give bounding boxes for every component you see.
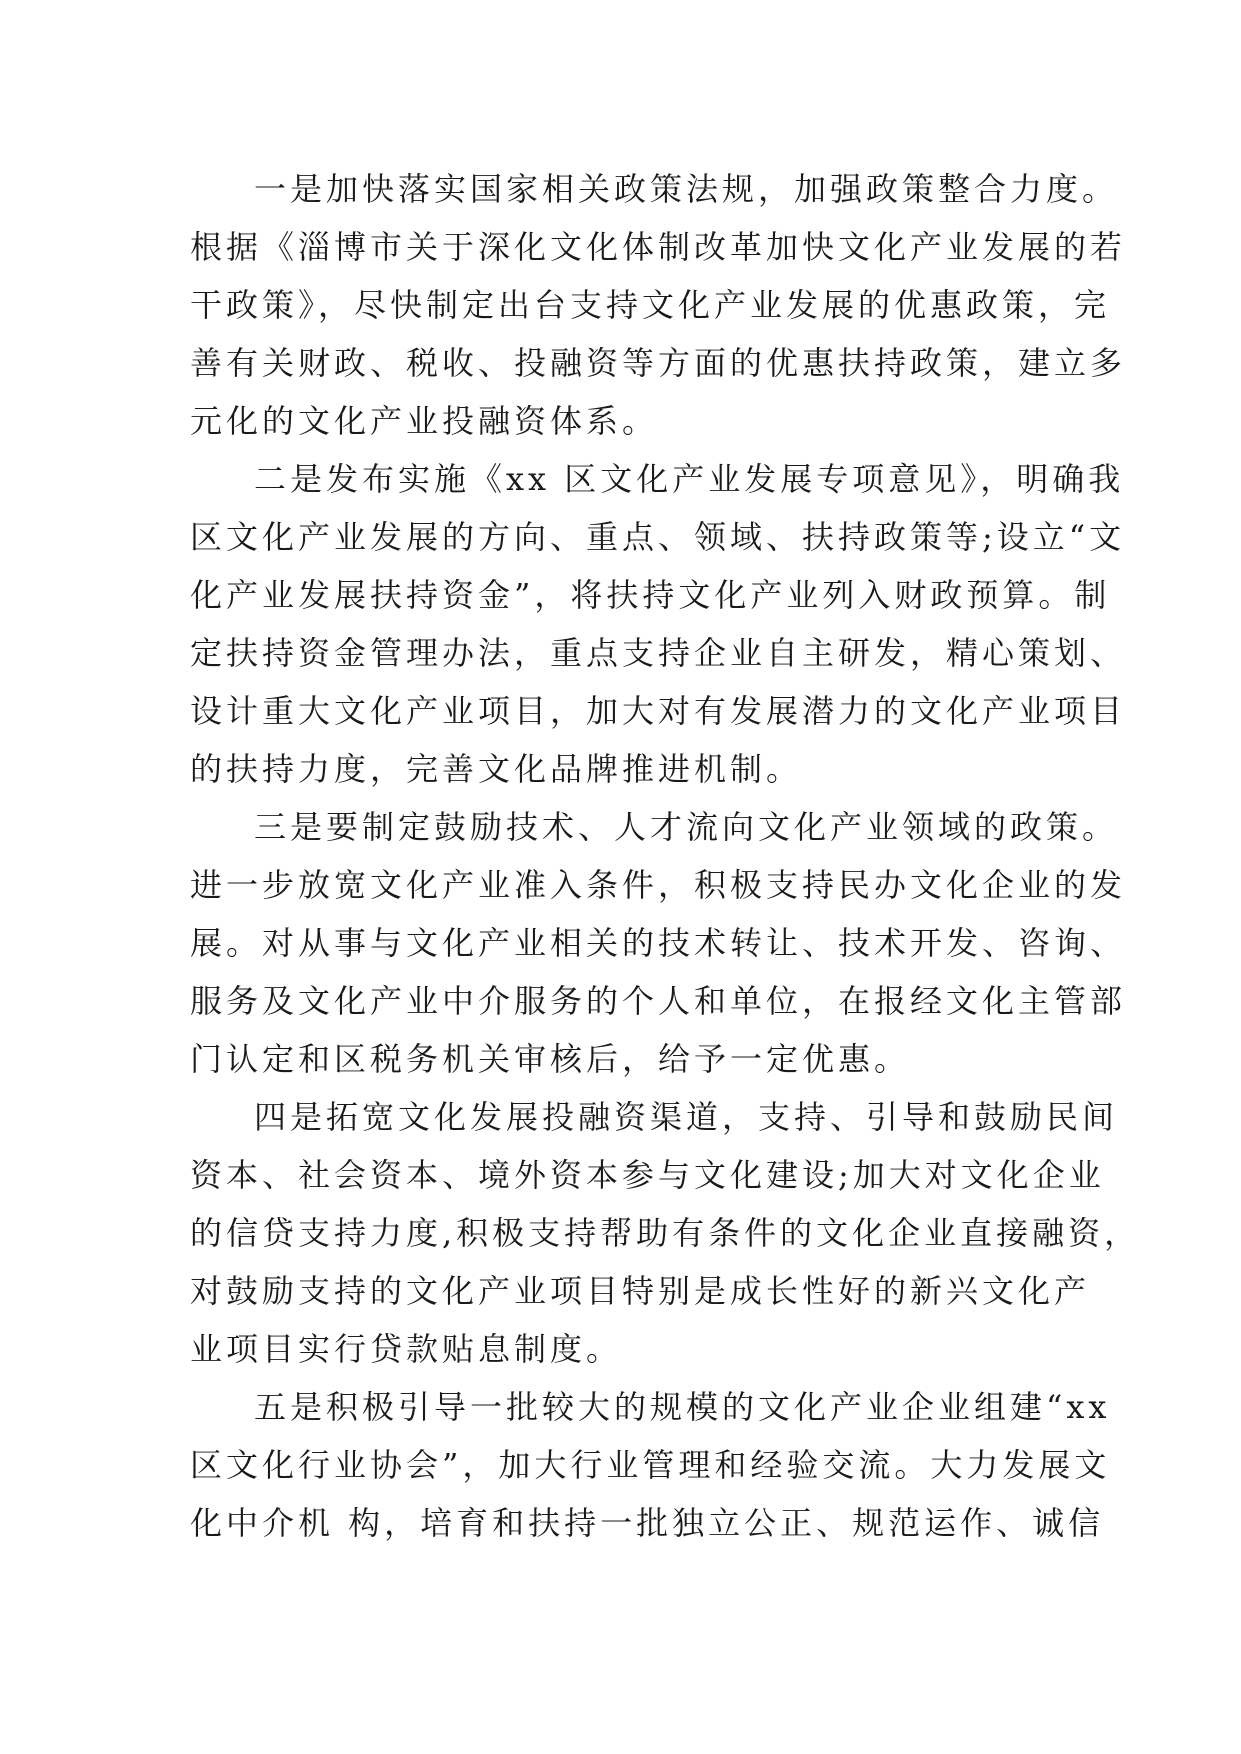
paragraph-line: 的信贷支持力度,积极支持帮助有条件的文化企业直接融资， [190, 1214, 1141, 1252]
paragraph-line: 资本、社会资本、境外资本参与文化建设;加大对文化企业 [190, 1156, 1105, 1194]
paragraph-3 [190, 798, 1127, 1088]
paragraph-line: 二是发布实施《xx 区文化产业发展专项意见》，明确我 [254, 460, 1125, 498]
paragraph-1 [190, 160, 1127, 450]
paragraph-line: 四是拓宽文化发展投融资渠道，支持、引导和鼓励民间 [254, 1098, 1119, 1136]
paragraph-line: 化产业发展扶持资金”，将扶持文化产业列入财政预算。制 [190, 576, 1111, 614]
paragraph-line: 进一步放宽文化产业准入条件，积极支持民办文化企业的发 [190, 866, 1127, 904]
paragraph-line: 展。对从事与文化产业相关的技术转让、技术开发、咨询、 [190, 924, 1127, 962]
paragraph-5 [190, 1378, 1111, 1552]
paragraph-line: 定扶持资金管理办法，重点支持企业自主研发，精心策划、 [190, 634, 1127, 672]
paragraph-line: 根据《淄博市关于深化文化体制改革加快文化产业发展的若 [190, 228, 1127, 266]
paragraph-line: 区文化产业发展的方向、重点、领域、扶持政策等;设立“文 [190, 518, 1126, 556]
paragraph-line: 服务及文化产业中介服务的个人和单位，在报经文化主管部 [190, 982, 1127, 1020]
document-body [190, 160, 1141, 1552]
paragraph-line: 一是加快落实国家相关政策法规，加强政策整合力度。 [254, 170, 1119, 208]
paragraph-4 [190, 1088, 1141, 1378]
paragraph-line: 业项目实行贷款贴息制度。 [190, 1330, 623, 1368]
paragraph-line: 设计重大文化产业项目，加大对有发展潜力的文化产业项目 [190, 692, 1127, 730]
paragraph-line: 三是要制定鼓励技术、人才流向文化产业领域的政策。 [254, 808, 1119, 846]
paragraph-line: 的扶持力度，完善文化品牌推进机制。 [190, 750, 803, 788]
paragraph-line: 干政策》，尽快制定出台支持文化产业发展的优惠政策，完 [190, 286, 1111, 324]
paragraph-line: 化中介机 构，培育和扶持一批独立公正、规范运作、诚信 [190, 1504, 1105, 1542]
paragraph-line: 善有关财政、税收、投融资等方面的优惠扶持政策，建立多 [190, 344, 1127, 382]
paragraph-line: 区文化行业协会”，加大行业管理和经验交流。大力发展文 [190, 1446, 1111, 1484]
paragraph-line: 对鼓励支持的文化产业项目特别是成长性好的新兴文化产 [190, 1272, 1091, 1310]
paragraph-line: 五是积极引导一批较大的规模的文化产业企业组建“xx [254, 1388, 1111, 1426]
paragraph-line: 门认定和区税务机关审核后，给予一定优惠。 [190, 1040, 911, 1078]
paragraph-line: 元化的文化产业投融资体系。 [190, 402, 659, 440]
paragraph-2 [190, 450, 1127, 798]
